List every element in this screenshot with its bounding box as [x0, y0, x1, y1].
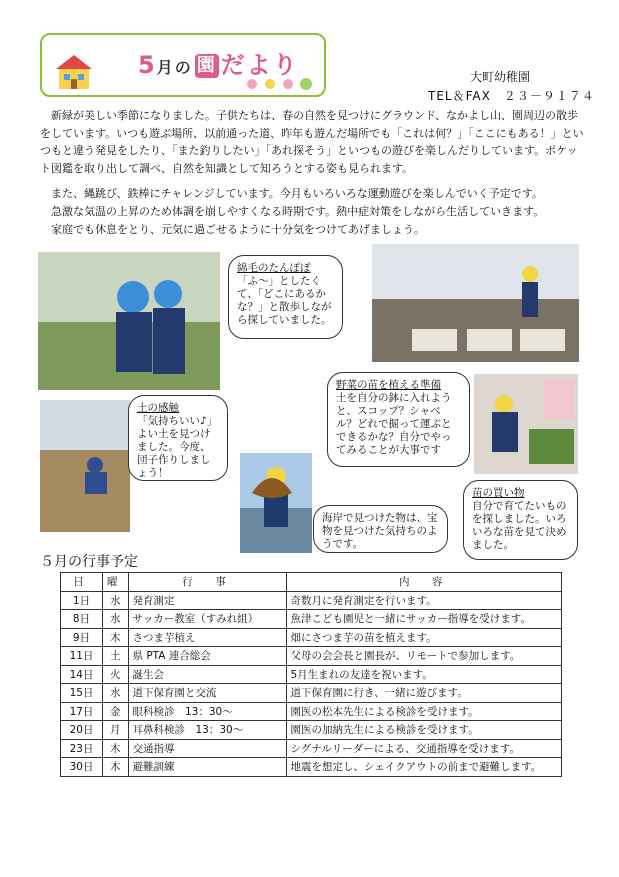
- bubble-vegetables-body: 土を自分の鉢に入れようと、スコップ？シャベル？どれで掘って運ぶとできるかな？自分でやってみることが大事です: [336, 392, 452, 456]
- kindergarten-building-icon: [54, 53, 94, 91]
- event-cell: 県 PTA 連合総会: [128, 647, 286, 666]
- details-cell: 畑にさつま芋の苗を植えます。: [286, 628, 562, 647]
- table-row: [61, 739, 562, 758]
- weekday-cell: 土: [103, 647, 129, 666]
- table-row: [61, 610, 562, 629]
- schedule-header-row: [61, 573, 562, 592]
- day-cell: 15日: [61, 684, 103, 703]
- bubble-beach-body: 海岸で見つけた物は、宝物を見つけた気持ちのようです。: [322, 512, 438, 550]
- header-event: 行 事: [128, 573, 286, 592]
- weekday-cell: 水: [103, 684, 129, 703]
- title-end: だより: [220, 51, 299, 79]
- bubble-seedlings: [463, 480, 578, 560]
- details-cell: シグナルリーダーによる、交通指導を受けます。: [286, 739, 562, 758]
- school-tel: TEL＆FAX ２３－９１７４: [428, 89, 595, 103]
- photo-soil-digging: [372, 244, 579, 362]
- table-row: [61, 684, 562, 703]
- event-cell: 耳鼻科検診 13：30～: [128, 721, 286, 740]
- header-day: 日: [61, 573, 103, 592]
- weekday-cell: 木: [103, 739, 129, 758]
- day-cell: 8日: [61, 610, 103, 629]
- bubble-dandelion-body: 「ふ～」としたくて、「どこにあるかな？」と散歩しながら探していました。: [237, 275, 332, 326]
- schedule-table: [60, 572, 562, 777]
- bubble-beach: [313, 505, 448, 553]
- weekday-cell: 金: [103, 702, 129, 721]
- weekday-cell: 火: [103, 665, 129, 684]
- photo-beach: [240, 453, 312, 553]
- table-row: [61, 628, 562, 647]
- bubble-soil-body: 「気持ちいい♪」よい土を見つけました。今度、団子作りしましょう！: [137, 415, 218, 479]
- details-cell: 魚津こども園児と一緒にサッカー指導を受けます。: [286, 610, 562, 629]
- event-cell: 交通指導: [128, 739, 286, 758]
- details-cell: 園医の加納先生による検診を受けます。: [286, 721, 562, 740]
- event-cell: サッカー教室（すみれ組）: [128, 610, 286, 629]
- details-cell: 5月生まれの友達を祝います。: [286, 665, 562, 684]
- details-cell: 地震を想定し、シェイクアウトの前まで避難します。: [286, 758, 562, 777]
- bubble-seedlings-title: 苗の買い物: [472, 487, 525, 499]
- table-row: [61, 702, 562, 721]
- day-cell: 11日: [61, 647, 103, 666]
- photo-dandelion-walk: [38, 252, 220, 390]
- header-details: 内 容: [286, 573, 562, 592]
- table-row: [61, 647, 562, 666]
- table-row: [61, 758, 562, 777]
- event-cell: さつま芋植え: [128, 628, 286, 647]
- bubble-soil-title: 土の感触: [137, 402, 179, 414]
- day-cell: 20日: [61, 721, 103, 740]
- day-cell: 9日: [61, 628, 103, 647]
- table-row: [61, 591, 562, 610]
- intro-paragraph-4: 家庭でも休息をとり、元気に過ごせるように十分気をつけてあげましょう。: [51, 223, 425, 236]
- bubble-dandelion: [228, 255, 343, 339]
- title-en-badge: 園: [196, 55, 217, 76]
- event-cell: 避難訓練: [128, 758, 286, 777]
- details-cell: 奇数月に発育測定を行います。: [286, 591, 562, 610]
- weekday-cell: 水: [103, 610, 129, 629]
- table-row: [61, 665, 562, 684]
- schedule-title: ５月の行事予定: [40, 554, 138, 570]
- photo-seedling-shopping: [474, 374, 578, 474]
- bubble-vegetables-title: 野菜の苗を植える準備: [336, 379, 441, 391]
- header-banner: [40, 33, 326, 97]
- bubble-vegetables: [327, 372, 470, 467]
- photo-soil-touch: [40, 400, 130, 532]
- details-cell: 道下保育園に行き、一緒に遊びます。: [286, 684, 562, 703]
- weekday-cell: 木: [103, 628, 129, 647]
- day-cell: 30日: [61, 758, 103, 777]
- day-cell: 14日: [61, 665, 103, 684]
- event-cell: 誕生会: [128, 665, 286, 684]
- event-cell: 眼科検診 13：30～: [128, 702, 286, 721]
- title-month: 5: [138, 51, 157, 79]
- bubble-seedlings-body: 自分で育てたいものを探しました。いろいろな苗を見て決めました。: [472, 500, 567, 551]
- details-cell: 園医の松本先生による検診を受けます。: [286, 702, 562, 721]
- details-cell: 父母の会会長と園長が、リモートで参加します。: [286, 647, 562, 666]
- school-name: 大町幼稚園: [470, 70, 531, 84]
- event-cell: 発育測定: [128, 591, 286, 610]
- weekday-cell: 水: [103, 591, 129, 610]
- bubble-dandelion-title: 綿毛のたんぽぽ: [237, 262, 311, 274]
- table-row: [61, 721, 562, 740]
- intro-paragraph-2: また、縄跳び、鉄棒にチャレンジしています。今月もいろいろな運動遊びを楽しんでいく予定です。: [51, 187, 543, 200]
- day-cell: 1日: [61, 591, 103, 610]
- intro-paragraph-1: 新緑が美しい季節になりました。子供たちは、春の自然を見つけにグラウンド、なかよし山、園周辺の散歩をしています。いつも遊ぶ場所、以前通った道、昨年も遊んだ場所でも「これは何？」「ここにもある！」といつもと違う発見をしたり、「また釣りしたい」「あれ探そう」といつもの遊びを楽しんだりしています。ポケット図鑑を取り出して調べ、自然を知識として知ろうとする姿も見られます。: [40, 109, 584, 175]
- title-mid: 月の: [156, 58, 193, 77]
- day-cell: 17日: [61, 702, 103, 721]
- header-weekday: 曜: [103, 573, 129, 592]
- event-cell: 道下保育園と交流: [128, 684, 286, 703]
- bubble-soil: [128, 395, 228, 481]
- intro-paragraph-3: 急激な気温の上昇のため体調を崩しやすくなる時期です。熱中症対策をしながら生活していきます。: [51, 205, 545, 218]
- weekday-cell: 木: [103, 758, 129, 777]
- weekday-cell: 月: [103, 721, 129, 740]
- day-cell: 23日: [61, 739, 103, 758]
- flowers-decoration-icon: [242, 75, 322, 93]
